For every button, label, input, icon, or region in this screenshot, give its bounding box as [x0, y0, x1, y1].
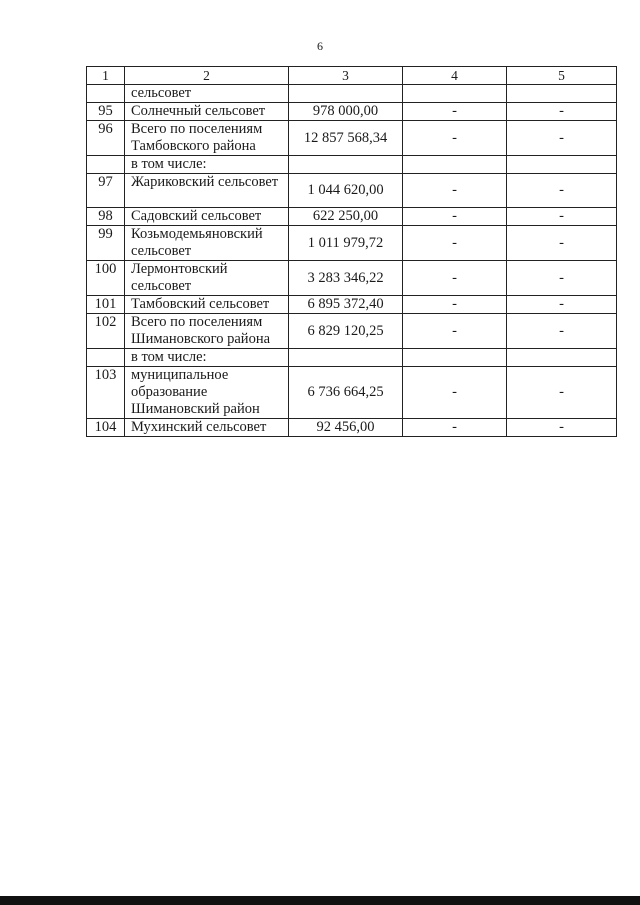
- row-col4: -: [403, 121, 507, 156]
- table-row: [87, 367, 617, 419]
- row-col4: -: [403, 419, 507, 437]
- row-col5: -: [507, 121, 617, 156]
- row-amount: 92 456,00: [289, 419, 403, 437]
- row-name: Козьмодемьяновский сельсовет: [125, 226, 289, 261]
- row-number: [87, 85, 125, 103]
- row-col4: [403, 85, 507, 103]
- row-name: Лермонтовский сельсовет: [125, 261, 289, 296]
- row-col4: -: [403, 296, 507, 314]
- row-amount: [289, 156, 403, 174]
- row-col4: -: [403, 261, 507, 296]
- row-amount: [289, 349, 403, 367]
- row-number: 100: [87, 261, 125, 296]
- row-number: [87, 156, 125, 174]
- row-name: муниципальное образование Шимановский район: [125, 367, 289, 419]
- row-number: 96: [87, 121, 125, 156]
- table-header-row: [87, 67, 617, 85]
- row-col4: -: [403, 208, 507, 226]
- row-name: в том числе:: [125, 349, 289, 367]
- row-col4: -: [403, 367, 507, 419]
- row-col5: -: [507, 208, 617, 226]
- column-header-2: 2: [125, 67, 289, 85]
- table-row: [87, 226, 617, 261]
- row-number: 99: [87, 226, 125, 261]
- row-col4: -: [403, 174, 507, 208]
- row-amount: 3 283 346,22: [289, 261, 403, 296]
- row-amount: 622 250,00: [289, 208, 403, 226]
- row-col4: -: [403, 103, 507, 121]
- row-amount: 6 895 372,40: [289, 296, 403, 314]
- table-row: [87, 261, 617, 296]
- row-col5: [507, 85, 617, 103]
- row-col4: [403, 156, 507, 174]
- row-col5: -: [507, 367, 617, 419]
- row-col5: [507, 156, 617, 174]
- column-header-4: 4: [403, 67, 507, 85]
- table-row: [87, 314, 617, 349]
- row-col5: -: [507, 103, 617, 121]
- table-row: [87, 156, 617, 174]
- table-row: [87, 349, 617, 367]
- row-amount: [289, 85, 403, 103]
- table-row: [87, 208, 617, 226]
- row-col5: -: [507, 419, 617, 437]
- row-name: сельсовет: [125, 85, 289, 103]
- row-name: Мухинский сельсовет: [125, 419, 289, 437]
- row-col5: -: [507, 174, 617, 208]
- scan-bottom-border: [0, 896, 640, 905]
- page-number: 6: [317, 39, 323, 53]
- row-amount: 1 011 979,72: [289, 226, 403, 261]
- table-row: [87, 419, 617, 437]
- row-name: Солнечный сельсовет: [125, 103, 289, 121]
- row-col5: -: [507, 261, 617, 296]
- row-col5: -: [507, 226, 617, 261]
- table-row: [87, 296, 617, 314]
- column-header-3: 3: [289, 67, 403, 85]
- row-number: 103: [87, 367, 125, 419]
- row-number: [87, 349, 125, 367]
- row-number: 98: [87, 208, 125, 226]
- row-number: 97: [87, 174, 125, 208]
- row-col4: -: [403, 314, 507, 349]
- row-name: Всего по поселениям Тамбовского района: [125, 121, 289, 156]
- row-col4: -: [403, 226, 507, 261]
- row-number: 102: [87, 314, 125, 349]
- table-row: [87, 85, 617, 103]
- row-col5: -: [507, 314, 617, 349]
- row-col5: -: [507, 296, 617, 314]
- row-amount: 6 829 120,25: [289, 314, 403, 349]
- row-name: Всего по поселениям Шимановского района: [125, 314, 289, 349]
- row-col5: [507, 349, 617, 367]
- table-row: [87, 103, 617, 121]
- row-amount: 6 736 664,25: [289, 367, 403, 419]
- row-name: Садовский сельсовет: [125, 208, 289, 226]
- row-amount: 12 857 568,34: [289, 121, 403, 156]
- column-header-5: 5: [507, 67, 617, 85]
- budget-table: [86, 66, 617, 437]
- row-name: Тамбовский сельсовет: [125, 296, 289, 314]
- row-amount: 978 000,00: [289, 103, 403, 121]
- column-header-1: 1: [87, 67, 125, 85]
- row-number: 104: [87, 419, 125, 437]
- row-number: 95: [87, 103, 125, 121]
- row-name: Жариковский сельсовет: [125, 174, 289, 208]
- table-row: [87, 121, 617, 156]
- row-name: в том числе:: [125, 156, 289, 174]
- row-amount: 1 044 620,00: [289, 174, 403, 208]
- row-col4: [403, 349, 507, 367]
- table-row: [87, 174, 617, 208]
- row-number: 101: [87, 296, 125, 314]
